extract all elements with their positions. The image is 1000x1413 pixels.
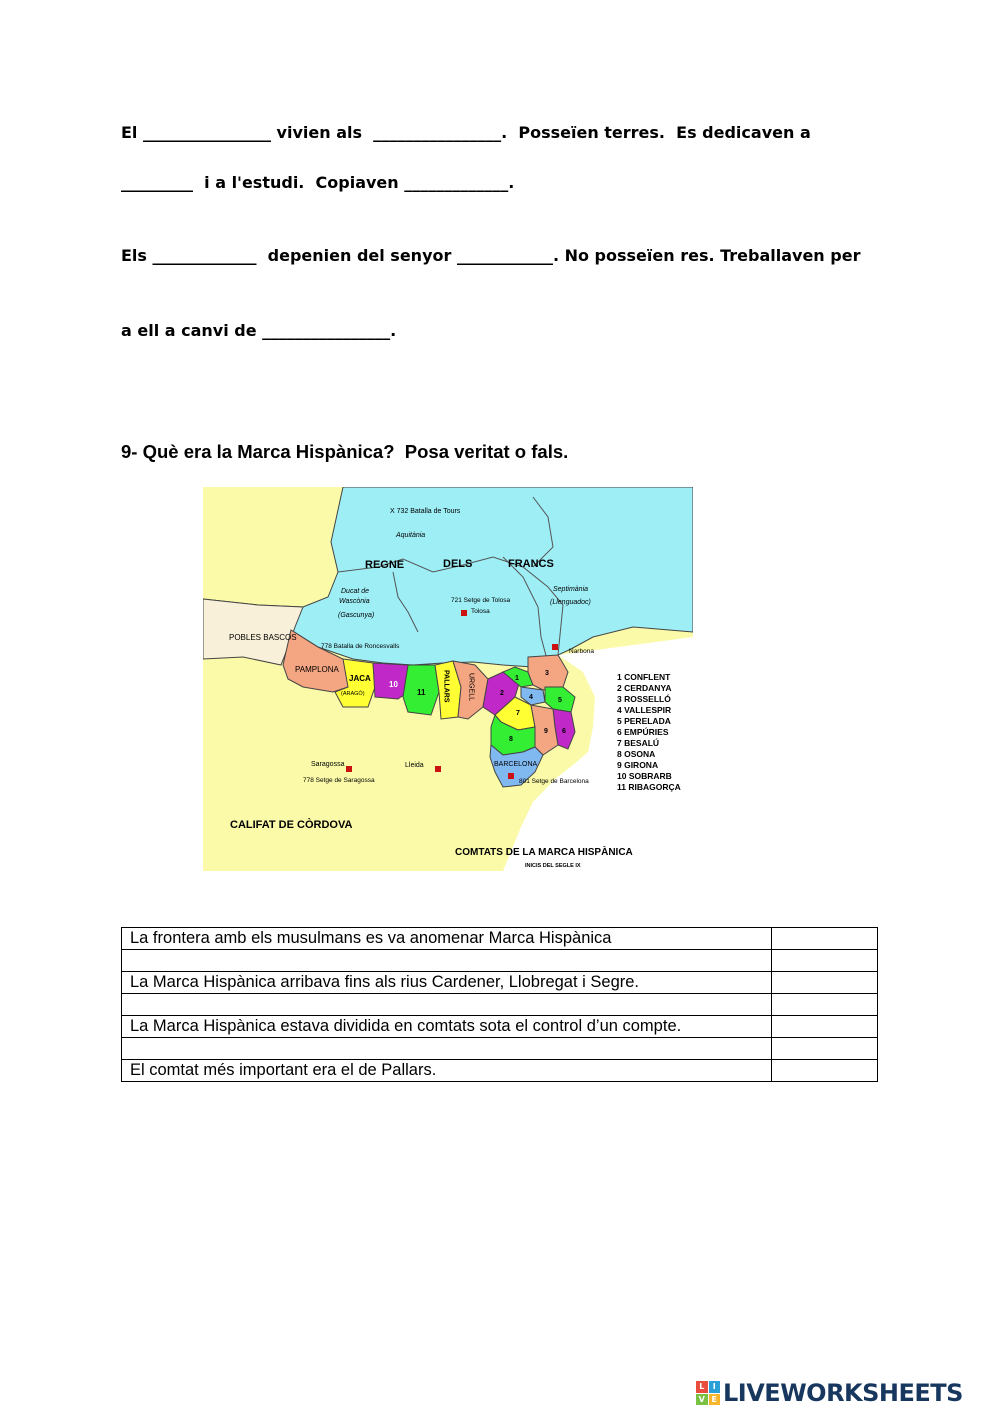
marca-hispanica-map	[203, 487, 693, 871]
answer-cell[interactable]	[772, 994, 878, 1016]
liveworksheets-logo[interactable]	[696, 1379, 963, 1407]
table-row	[122, 1038, 878, 1060]
map-label-pobles-bascos: POBLES BASCOS	[229, 633, 297, 642]
map-number-10: 10	[389, 680, 398, 689]
map-number-7: 7	[516, 710, 520, 717]
answer-cell[interactable]	[772, 1060, 878, 1082]
legend-item: 8 OSONA	[617, 749, 656, 759]
map-label-saragossa: Saragossa	[311, 761, 345, 768]
map-label-dels: DELS	[443, 558, 473, 570]
map-label-barcelona: BARCELONA	[494, 761, 538, 768]
badge-letter: I	[709, 1381, 721, 1393]
legend-item: 7 BESALÚ	[617, 738, 660, 748]
map-label-urgell: URGELL	[467, 673, 475, 702]
table-row	[122, 994, 878, 1016]
map-label-barcelona-setge: 801 Setge de Barcelona	[519, 778, 589, 785]
map-label-pamplona: PAMPLONA	[295, 665, 339, 674]
map-subtitle: INICIS DEL SEGLE IX	[525, 863, 581, 869]
statement-cell	[122, 994, 772, 1016]
map-label-roncesvalls: 778 Batalla de Roncesvalls	[321, 643, 400, 650]
map-label-tolosa: Tolosa	[471, 608, 490, 615]
map-label-jaca: JACA	[349, 674, 371, 683]
map-number-5: 5	[558, 697, 562, 704]
tolosa-marker	[461, 610, 467, 616]
answer-cell[interactable]	[772, 950, 878, 972]
table-row	[122, 950, 878, 972]
map-label-ducat3: (Gascunya)	[338, 612, 375, 619]
map-number-9: 9	[544, 728, 548, 735]
table-row	[122, 1016, 878, 1038]
map-number-11: 11	[417, 688, 426, 697]
legend-item: 6 EMPÚRIES	[617, 727, 669, 737]
map-number-3: 3	[545, 670, 549, 677]
fill-in-line-1: El ________________ vivien als ________________. Posseïen terres. Es dedicaven a	[121, 123, 811, 142]
badge-letter: E	[709, 1394, 721, 1406]
map-label-lleida: Lleida	[405, 762, 424, 769]
map-label-llenguadoc: (Llenguadoc)	[550, 599, 591, 606]
saragossa-marker	[346, 766, 352, 772]
legend-item: 9 GIRONA	[617, 760, 659, 770]
map-number-6: 6	[562, 728, 566, 735]
map-label-tours: X 732 Batalla de Tours	[390, 508, 461, 515]
table-row	[122, 972, 878, 994]
map-label-francs: FRANCS	[508, 558, 554, 570]
statement-cell: La frontera amb els musulmans es va anomenar Marca Hispànica	[122, 928, 772, 950]
statement-cell: La Marca Hispànica arribava fins als rius Cardener, Llobregat i Segre.	[122, 972, 772, 994]
map-label-arago: (ARAGÓ)	[341, 691, 365, 697]
map-label-ducat1: Ducat de	[341, 588, 370, 595]
barcelona-marker	[508, 773, 514, 779]
badge-letter: V	[696, 1394, 708, 1406]
statement-cell: La Marca Hispànica estava dividida en comtats sota el control d’un compte.	[122, 1016, 772, 1038]
map-label-ducat2: Wascònia	[339, 598, 370, 605]
logo-text: LIVEWORKSHEETS	[723, 1379, 963, 1407]
question-heading: 9- Què era la Marca Hispànica? Posa veritat o fals.	[121, 441, 569, 462]
fill-in-line-3: Els _____________ depenien del senyor ____________. No posseïen res. Treballaven per	[121, 246, 861, 265]
map-title: COMTATS DE LA MARCA HISPÀNICA	[455, 847, 633, 858]
fill-in-line-2: _________ i a l'estudi. Copiaven _____________.	[121, 173, 515, 192]
legend-item: 2 CERDANYA	[617, 683, 672, 693]
map-number-2: 2	[500, 690, 504, 697]
answer-cell[interactable]	[772, 972, 878, 994]
map-label-septimania: Septimània	[553, 586, 589, 593]
map-label-tolosa-setge: 721 Setge de Tolosa	[451, 597, 511, 604]
answer-cell[interactable]	[772, 928, 878, 950]
statement-cell: El comtat més important era el de Pallars.	[122, 1060, 772, 1082]
answer-cell[interactable]	[772, 1038, 878, 1060]
answer-cell[interactable]	[772, 1016, 878, 1038]
map-label-narbona: Narbona	[569, 648, 594, 655]
fill-in-line-4: a ell a canvi de ________________.	[121, 321, 397, 340]
map-label-regne: REGNE	[365, 559, 405, 571]
true-false-table	[121, 927, 878, 1082]
map-label-pallars: PALLARS	[442, 670, 450, 703]
legend-item: 1 CONFLENT	[617, 672, 671, 682]
table-row	[122, 1060, 878, 1082]
map-number-8: 8	[509, 736, 513, 743]
statement-cell	[122, 1038, 772, 1060]
statement-cell	[122, 950, 772, 972]
badge-letter: L	[696, 1381, 708, 1393]
map-number-1: 1	[515, 675, 519, 682]
legend-item: 3 ROSSELLÓ	[617, 694, 671, 704]
map-number-4: 4	[529, 694, 533, 701]
narbona-marker	[552, 644, 558, 650]
lleida-marker	[435, 766, 441, 772]
legend-item: 10 SOBRARB	[617, 771, 672, 781]
table-row	[122, 928, 878, 950]
legend-item: 5 PERELADA	[617, 716, 671, 726]
legend-item: 4 VALLESPIR	[617, 705, 672, 715]
map-label-califat: CALIFAT DE CÒRDOVA	[230, 819, 353, 831]
legend-item: 11 RIBAGORÇA	[617, 782, 681, 792]
logo-badge-icon	[696, 1381, 720, 1405]
map-label-saragossa-setge: 778 Setge de Saragossa	[303, 777, 375, 784]
map-label-aquitania: Aquitània	[396, 532, 426, 539]
